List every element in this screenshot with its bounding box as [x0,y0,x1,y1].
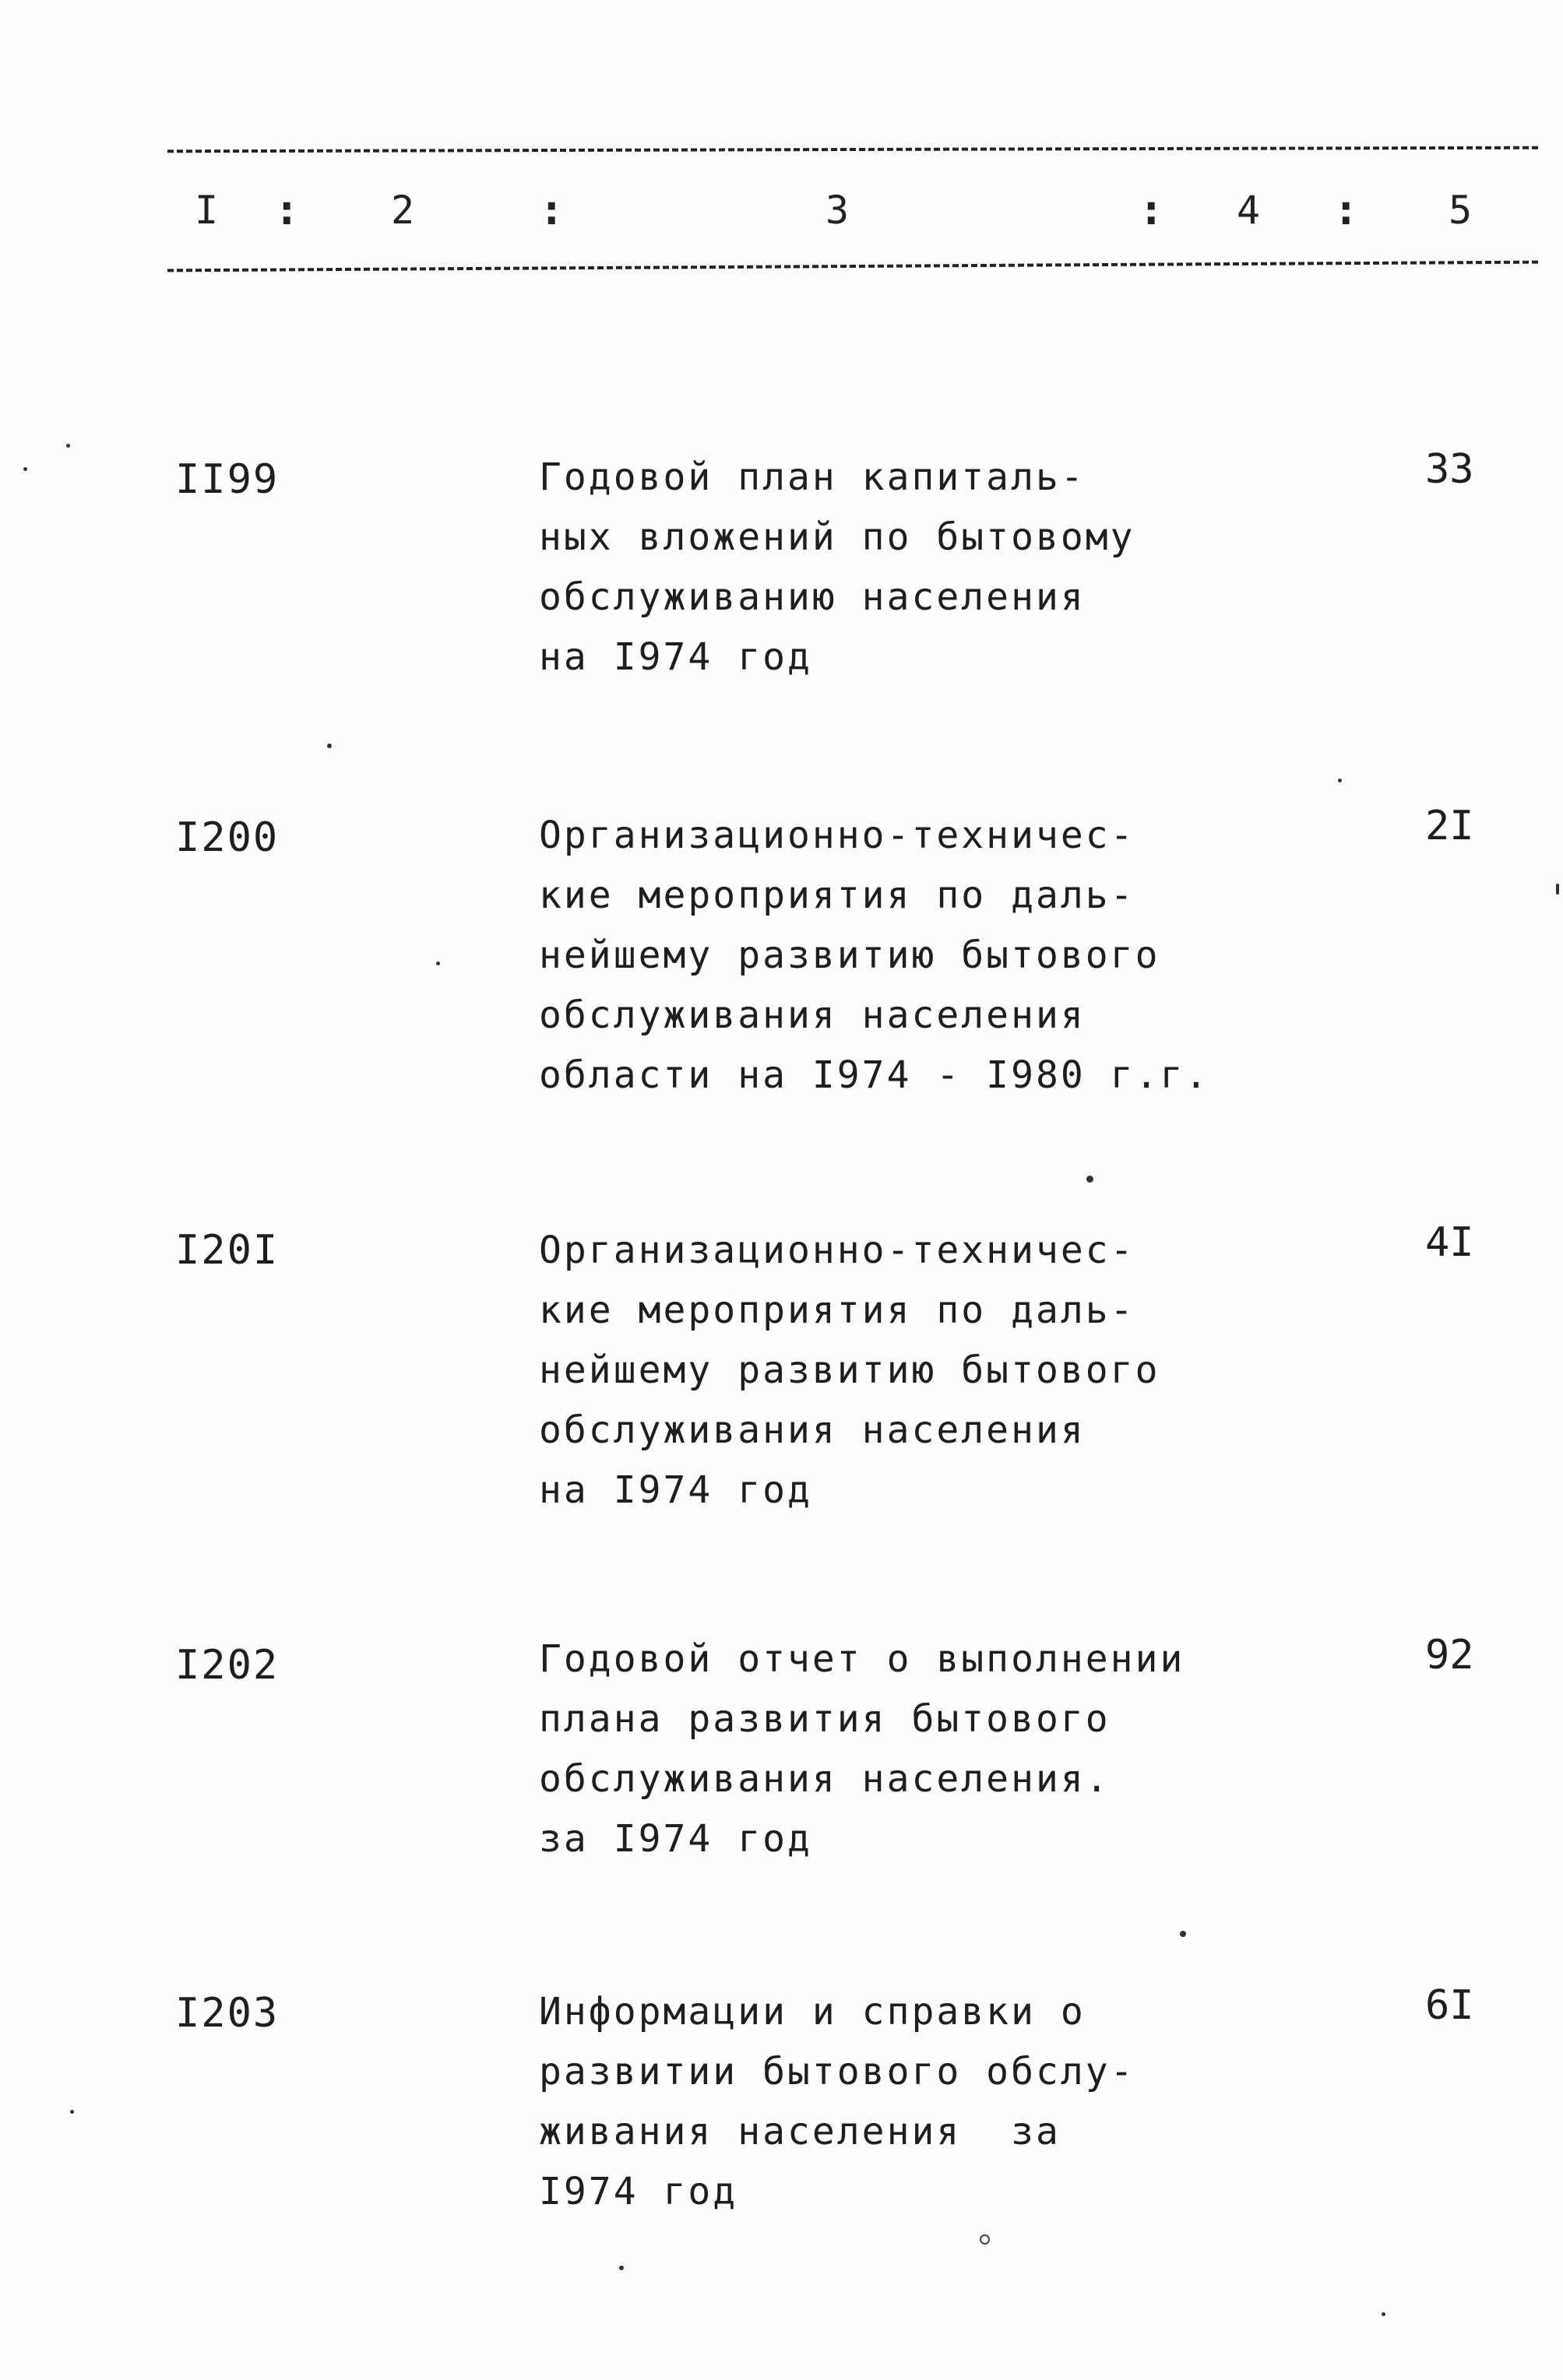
column-separator: : [274,185,300,234]
column-header-5: 5 [1449,188,1473,233]
paper-speck [436,961,440,965]
entry-title-line: кие мероприятия по даль- [539,1288,1135,1332]
column-separator: : [1333,185,1359,234]
entry-number: I202 [175,1642,280,1689]
entry-number: I200 [175,814,280,861]
entry-title [539,448,1240,687]
entry-title [539,1629,1240,1869]
paper-speck [1556,884,1559,895]
entry-page-count: 2I [1425,803,1474,849]
entry-number: II99 [175,456,280,503]
paper-speck [327,744,332,748]
entry-page-count: 92 [1425,1632,1474,1679]
entry-title-line: области на I974 - I980 г.г. [539,1053,1210,1097]
paper-speck [66,444,70,448]
entry-title-line: Организационно-техничес- [539,1229,1135,1272]
entry-number: I203 [175,1990,280,2037]
paper-speck [619,2266,624,2270]
header-bottom-dashed-rule [167,261,1538,272]
column-header-3: 3 [826,188,850,233]
entry-title-line: Информации и справки о [539,1990,1086,2034]
paper-speck [1086,1176,1093,1183]
paper-speck [1180,1931,1186,1937]
entry-page-count: 4I [1425,1219,1474,1266]
entry-title-line: обслуживания населения [539,993,1086,1037]
paper-speck [1338,779,1342,782]
entry-title-line: плана развития бытового [539,1697,1111,1741]
entry-title-line: обслуживанию населения [539,575,1086,619]
entry-title-line: ных вложений по бытовому [539,515,1135,559]
entry-title-line: развитии бытового обслу- [539,2050,1135,2093]
entry-title-line: Годовой отчет о выполнении [539,1637,1185,1681]
entry-page-count: 6I [1425,1982,1474,2029]
entry-title-line: на I974 год [539,1468,812,1512]
entry-title [539,1982,1240,2222]
entry-title [539,806,1240,1106]
column-header-4: 4 [1237,188,1261,233]
entry-title-line: Организационно-техничес- [539,814,1135,857]
entry-title-line: нейшему развитию бытового [539,1348,1160,1392]
header-top-dashed-rule [167,146,1538,153]
entry-title-line: Годовой план капиталь- [539,455,1086,499]
entry-number: I20I [175,1227,280,1274]
paper-speck [1382,2312,1385,2316]
column-separator: : [539,185,565,234]
column-header-2: 2 [391,188,415,233]
paper-speck [23,467,27,471]
entry-title-line: за I974 год [539,1817,812,1861]
entry-title-line: кие мероприятия по даль- [539,874,1135,917]
entry-title-line: живания населения за [539,2110,1061,2153]
column-header-1: I [195,188,219,233]
entry-title-line: обслуживания населения. [539,1757,1111,1801]
paper-speck [980,2234,990,2245]
entry-page-count: 33 [1425,446,1474,493]
paper-speck [70,2110,74,2114]
entry-title [539,1221,1240,1520]
entry-title-line: нейшему развитию бытового [539,933,1160,977]
column-separator: : [1139,185,1164,234]
entry-title-line: на I974 год [539,635,812,679]
entry-title-line: I974 год [539,2170,738,2213]
entry-title-line: обслуживания населения [539,1408,1086,1452]
